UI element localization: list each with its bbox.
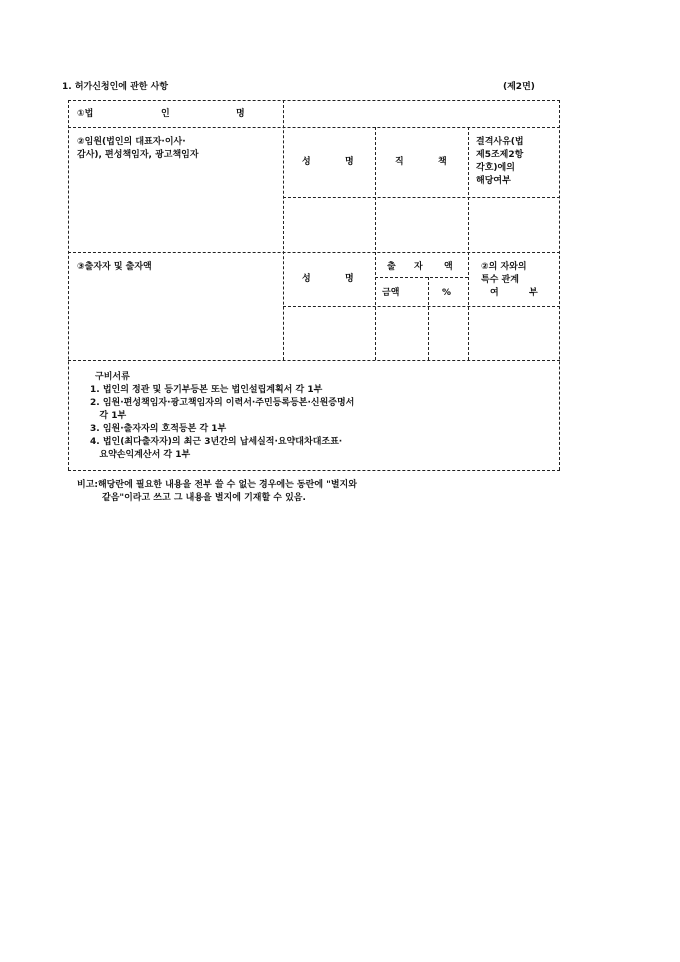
invest-subcolumn-divider — [428, 277, 429, 360]
officers-position-header-a: 직 — [395, 157, 404, 167]
investors-name-header-a: 성 — [302, 274, 311, 284]
disqualification-header-line2: 제5조제2항 — [476, 150, 524, 160]
row1-label-c: 명 — [236, 109, 245, 119]
officers-label-line1: ②임원(법인의 대표자·이사· — [77, 137, 186, 147]
documents-title: 구비서류 — [95, 372, 130, 382]
frame-bottom — [68, 470, 560, 471]
frame-top — [68, 100, 560, 101]
row2-bottom — [68, 252, 560, 253]
officers-name-header-a: 성 — [302, 157, 311, 167]
page-label: (제2면) — [503, 82, 535, 92]
relation-header-line1: ②의 자와의 — [481, 262, 527, 272]
col-divider-2 — [375, 127, 376, 360]
section-title: 1. 허가신청인에 관한 사항 — [62, 82, 169, 92]
row1-bottom — [68, 127, 560, 128]
officers-position-header-b: 책 — [438, 157, 447, 167]
row3-header-bottom — [283, 306, 560, 307]
row2-header-bottom — [283, 197, 560, 198]
disqualification-header-line3: 각호)에의 — [476, 163, 515, 173]
note-line1: 비고:해당란에 필요한 내용을 전부 쓸 수 없는 경우에는 동란에 "별지와 — [77, 480, 357, 490]
row3-bottom — [68, 360, 560, 361]
documents-item-4: 4. 법인(최다출자자)의 최근 3년간의 납세실적·요약대차대조표· — [90, 437, 343, 447]
investment-amount-subheader: 금액 — [382, 288, 400, 298]
investors-name-header-b: 명 — [345, 274, 354, 284]
documents-item-2-cont: 각 1부 — [90, 411, 127, 421]
documents-item-2: 2. 임원·편성책임자·광고책임자의 이력서·주민등록등본·신원증명서 — [90, 398, 355, 408]
officers-name-header-b: 명 — [345, 157, 354, 167]
disqualification-header-line4: 해당여부 — [476, 176, 511, 186]
relation-header-line2: 특수 관계 — [481, 275, 519, 285]
officers-label-line2: 감사), 편성책임자, 광고책임자 — [77, 150, 199, 160]
disqualification-header-line1: 결격사유(법 — [476, 137, 524, 147]
documents-item-4-cont: 요약손익계산서 각 1부 — [90, 450, 191, 460]
relation-header-line3a: 여 — [490, 288, 499, 298]
documents-item-3: 3. 임원·출자자의 호적등본 각 1부 — [90, 424, 227, 434]
frame-right — [559, 100, 560, 470]
label-column-divider — [283, 100, 284, 360]
frame-left — [68, 100, 69, 470]
investment-header-c: 액 — [444, 262, 453, 272]
col-divider-3 — [468, 127, 469, 360]
relation-header-line3b: 부 — [529, 288, 538, 298]
investors-label: ③출자자 및 출자액 — [77, 262, 152, 272]
row1-label-a: ①법 — [77, 109, 94, 119]
documents-item-1: 1. 법인의 정관 및 등기부등본 또는 법인설립계획서 각 1부 — [90, 385, 323, 395]
investment-header-b: 자 — [414, 262, 423, 272]
invest-subheader-line — [375, 277, 468, 278]
note-line2: 같음"이라고 쓰고 그 내용을 별지에 기재할 수 있음. — [102, 493, 306, 503]
investment-header-a: 출 — [387, 262, 396, 272]
row1-label-b: 인 — [161, 109, 170, 119]
investment-percent-subheader: % — [442, 288, 452, 298]
